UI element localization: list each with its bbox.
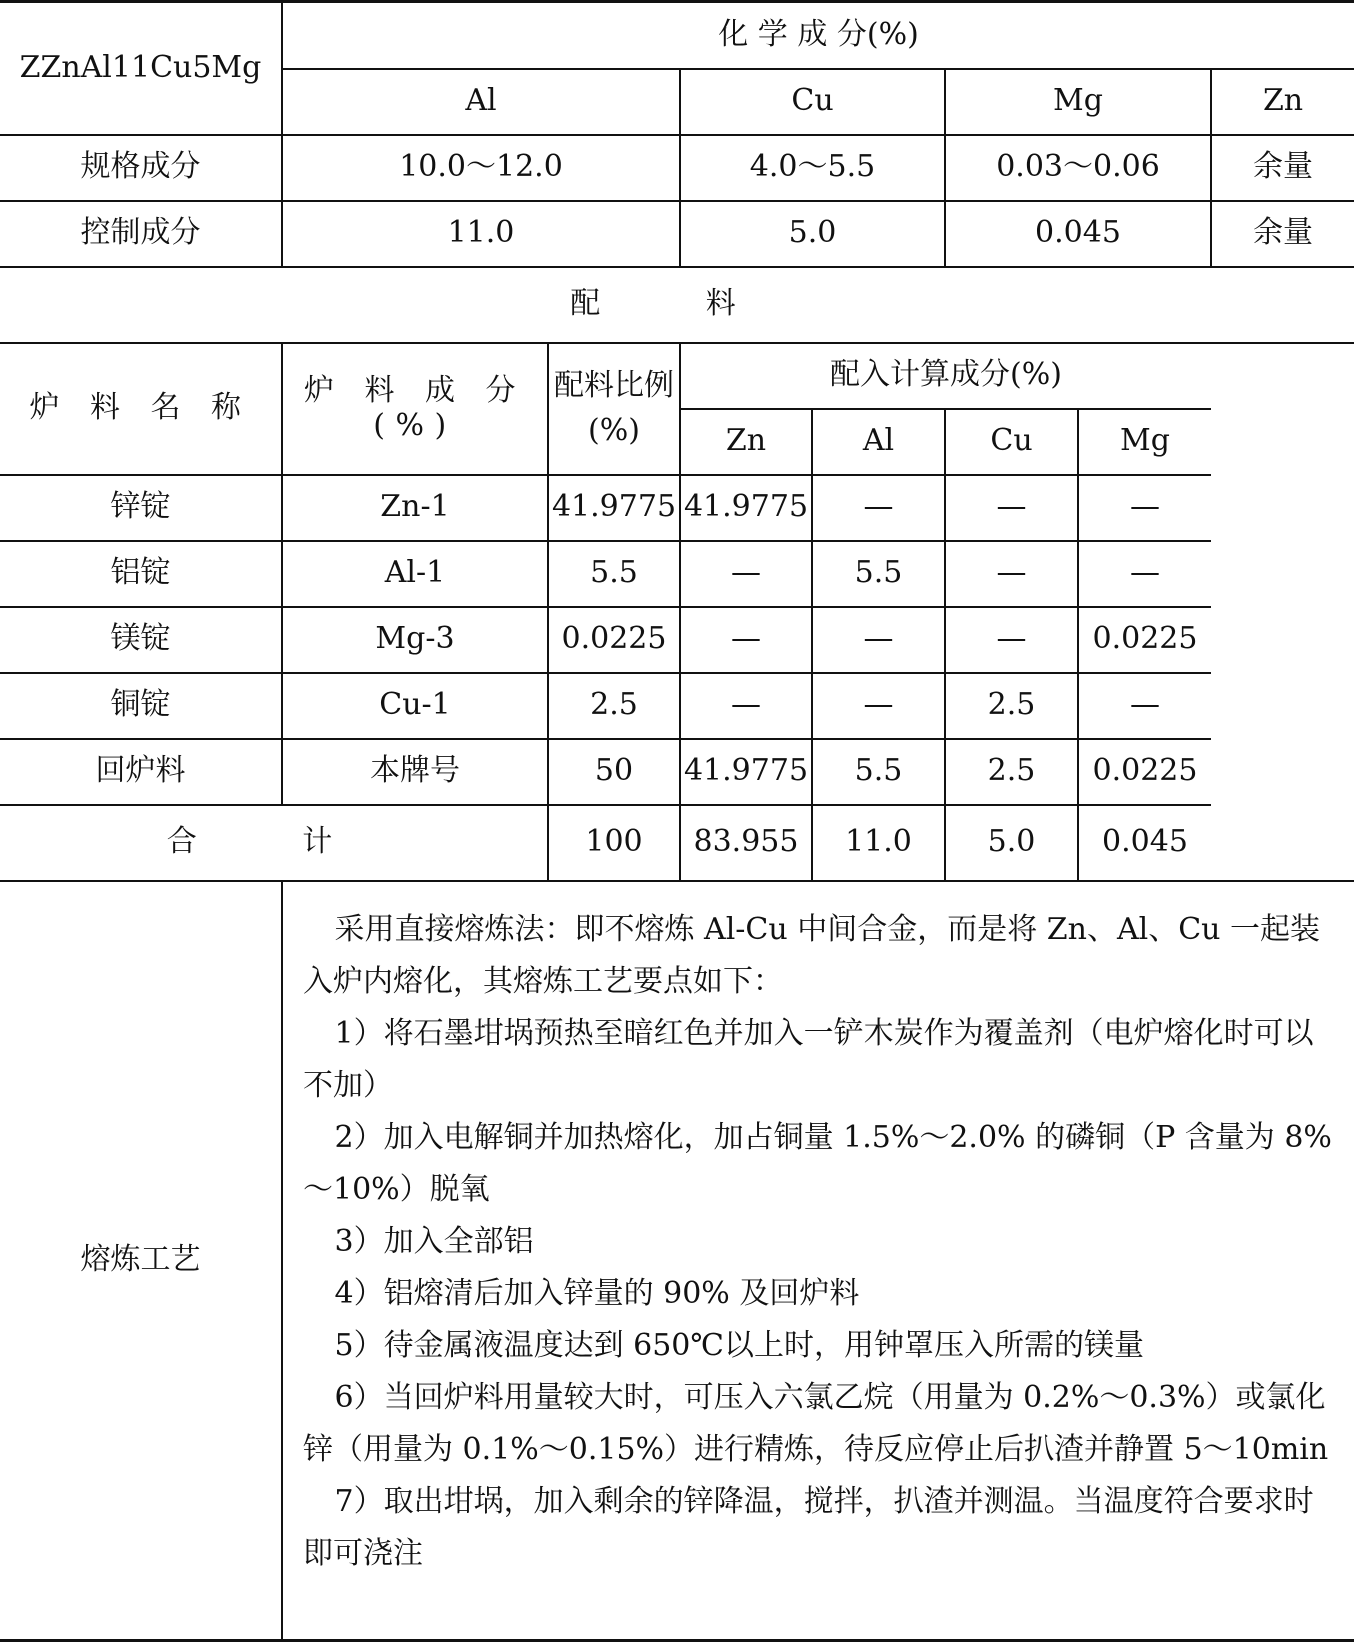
charge-composition: Al-1 bbox=[282, 541, 548, 607]
charge-composition: 本牌号 bbox=[282, 739, 548, 805]
batch-ratio: 41.9775 bbox=[548, 475, 680, 541]
row-label: 控制成分 bbox=[0, 201, 282, 267]
charge-composition: Mg-3 bbox=[282, 607, 548, 673]
process-step: 1）将石墨坩埚预热至暗红色并加入一铲木炭作为覆盖剂（电炉熔化时可以不加） bbox=[303, 1015, 1314, 1103]
calc-value: 2.5 bbox=[945, 673, 1078, 739]
chem-value: 4.0～5.5 bbox=[680, 135, 945, 201]
calc-value: — bbox=[812, 673, 945, 739]
calc-value: — bbox=[812, 607, 945, 673]
total-ratio: 100 bbox=[548, 805, 680, 881]
charge-name: 镁锭 bbox=[0, 607, 282, 673]
total-row bbox=[0, 805, 1354, 881]
total-calc-value: 11.0 bbox=[812, 805, 945, 881]
calc-value: — bbox=[680, 607, 812, 673]
table-row bbox=[0, 475, 1354, 541]
row-label: 规格成分 bbox=[0, 135, 282, 201]
charge-composition: Cu-1 bbox=[282, 673, 548, 739]
batch-section-title: 配 料 bbox=[0, 267, 1354, 343]
chem-value: 余量 bbox=[1211, 201, 1354, 267]
total-calc-value: 5.0 bbox=[945, 805, 1078, 881]
calc-value: 41.9775 bbox=[680, 475, 812, 541]
chem-element-header: Zn bbox=[1211, 69, 1354, 135]
calc-value: 41.9775 bbox=[680, 739, 812, 805]
process-paragraph: 采用直接熔炼法：即不熔炼 Al-Cu 中间合金，而是将 Zn、Al、Cu 一起装入炉内熔化，其熔炼工艺要点如下： bbox=[303, 911, 1321, 999]
chem-value: 余量 bbox=[1211, 135, 1354, 201]
calc-value: 5.5 bbox=[812, 541, 945, 607]
charge-name: 锌锭 bbox=[0, 475, 282, 541]
batch-ratio: 2.5 bbox=[548, 673, 680, 739]
table-row bbox=[0, 541, 1354, 607]
total-calc-value: 0.045 bbox=[1078, 805, 1211, 881]
charge-composition: Zn-1 bbox=[282, 475, 548, 541]
calc-value: — bbox=[1078, 541, 1211, 607]
calc-value: — bbox=[812, 475, 945, 541]
chem-heading: 化 学 成 分(%) bbox=[282, 2, 1354, 69]
charge-name: 铝锭 bbox=[0, 541, 282, 607]
table-row bbox=[0, 673, 1354, 739]
process-label: 熔炼工艺 bbox=[0, 881, 282, 1641]
total-label: 合 计 bbox=[0, 805, 548, 881]
spec-composition-row bbox=[0, 135, 1354, 201]
batch-ratio: 5.5 bbox=[548, 541, 680, 607]
chem-element-header: Cu bbox=[680, 69, 945, 135]
calc-value: 0.0225 bbox=[1078, 607, 1211, 673]
batch-ratio-header bbox=[548, 343, 680, 475]
chem-element-header: Mg bbox=[945, 69, 1211, 135]
chem-value: 11.0 bbox=[282, 201, 680, 267]
total-calc-value: 83.955 bbox=[680, 805, 812, 881]
table-row bbox=[0, 739, 1354, 805]
batch-ratio: 50 bbox=[548, 739, 680, 805]
charge-name: 回炉料 bbox=[0, 739, 282, 805]
calc-value: — bbox=[680, 541, 812, 607]
process-description bbox=[282, 881, 1354, 1641]
table-row bbox=[0, 607, 1354, 673]
charge-name: 铜锭 bbox=[0, 673, 282, 739]
chem-element-header: Al bbox=[282, 69, 680, 135]
calc-element-header: Cu bbox=[945, 409, 1078, 475]
batch-ratio-header-line2: (%) bbox=[588, 412, 640, 448]
calc-value: 2.5 bbox=[945, 739, 1078, 805]
process-step: 2）加入电解铜并加热熔化，加占铜量 1.5%～2.0% 的磷铜（P 含量为 8%～10%）脱氧 bbox=[303, 1119, 1332, 1207]
calc-value: 5.5 bbox=[812, 739, 945, 805]
alloy-designation: ZZnAl11Cu5Mg bbox=[0, 2, 282, 135]
chem-value: 0.03～0.06 bbox=[945, 135, 1211, 201]
chem-value: 5.0 bbox=[680, 201, 945, 267]
charge-name-header: 炉 料 名 称 bbox=[0, 343, 282, 475]
calc-value: — bbox=[945, 541, 1078, 607]
control-composition-row bbox=[0, 201, 1354, 267]
calc-value: — bbox=[680, 673, 812, 739]
process-step: 7）取出坩埚，加入剩余的锌降温，搅拌，扒渣并测温。当温度符合要求时即可浇注 bbox=[303, 1483, 1314, 1571]
calc-value: — bbox=[1078, 475, 1211, 541]
calc-value: — bbox=[1078, 673, 1211, 739]
process-step: 5）待金属液温度达到 650℃以上时，用钟罩压入所需的镁量 bbox=[334, 1327, 1144, 1363]
chem-value: 10.0～12.0 bbox=[282, 135, 680, 201]
calc-element-header: Mg bbox=[1078, 409, 1211, 475]
process-step: 6）当回炉料用量较大时，可压入六氯乙烷（用量为 0.2%～0.3%）或氯化锌（用量为 0.1%～0.15%）进行精炼，待反应停止后扒渣并静置 5～10min bbox=[303, 1379, 1329, 1467]
batch-ratio: 0.0225 bbox=[548, 607, 680, 673]
charge-composition-header: 炉 料 成 分(%) bbox=[282, 343, 548, 475]
process-step: 4）铝熔清后加入锌量的 90% 及回炉料 bbox=[334, 1275, 860, 1311]
calc-value: 0.0225 bbox=[1078, 739, 1211, 805]
calc-value: — bbox=[945, 475, 1078, 541]
calc-value: — bbox=[945, 607, 1078, 673]
calc-element-header: Al bbox=[812, 409, 945, 475]
calc-element-header: Zn bbox=[680, 409, 812, 475]
process-step: 3）加入全部铝 bbox=[334, 1223, 534, 1259]
batch-ratio-header-line1: 配料比例 bbox=[554, 368, 674, 403]
chem-value: 0.045 bbox=[945, 201, 1211, 267]
calc-composition-header: 配入计算成分(%) bbox=[680, 343, 1211, 409]
